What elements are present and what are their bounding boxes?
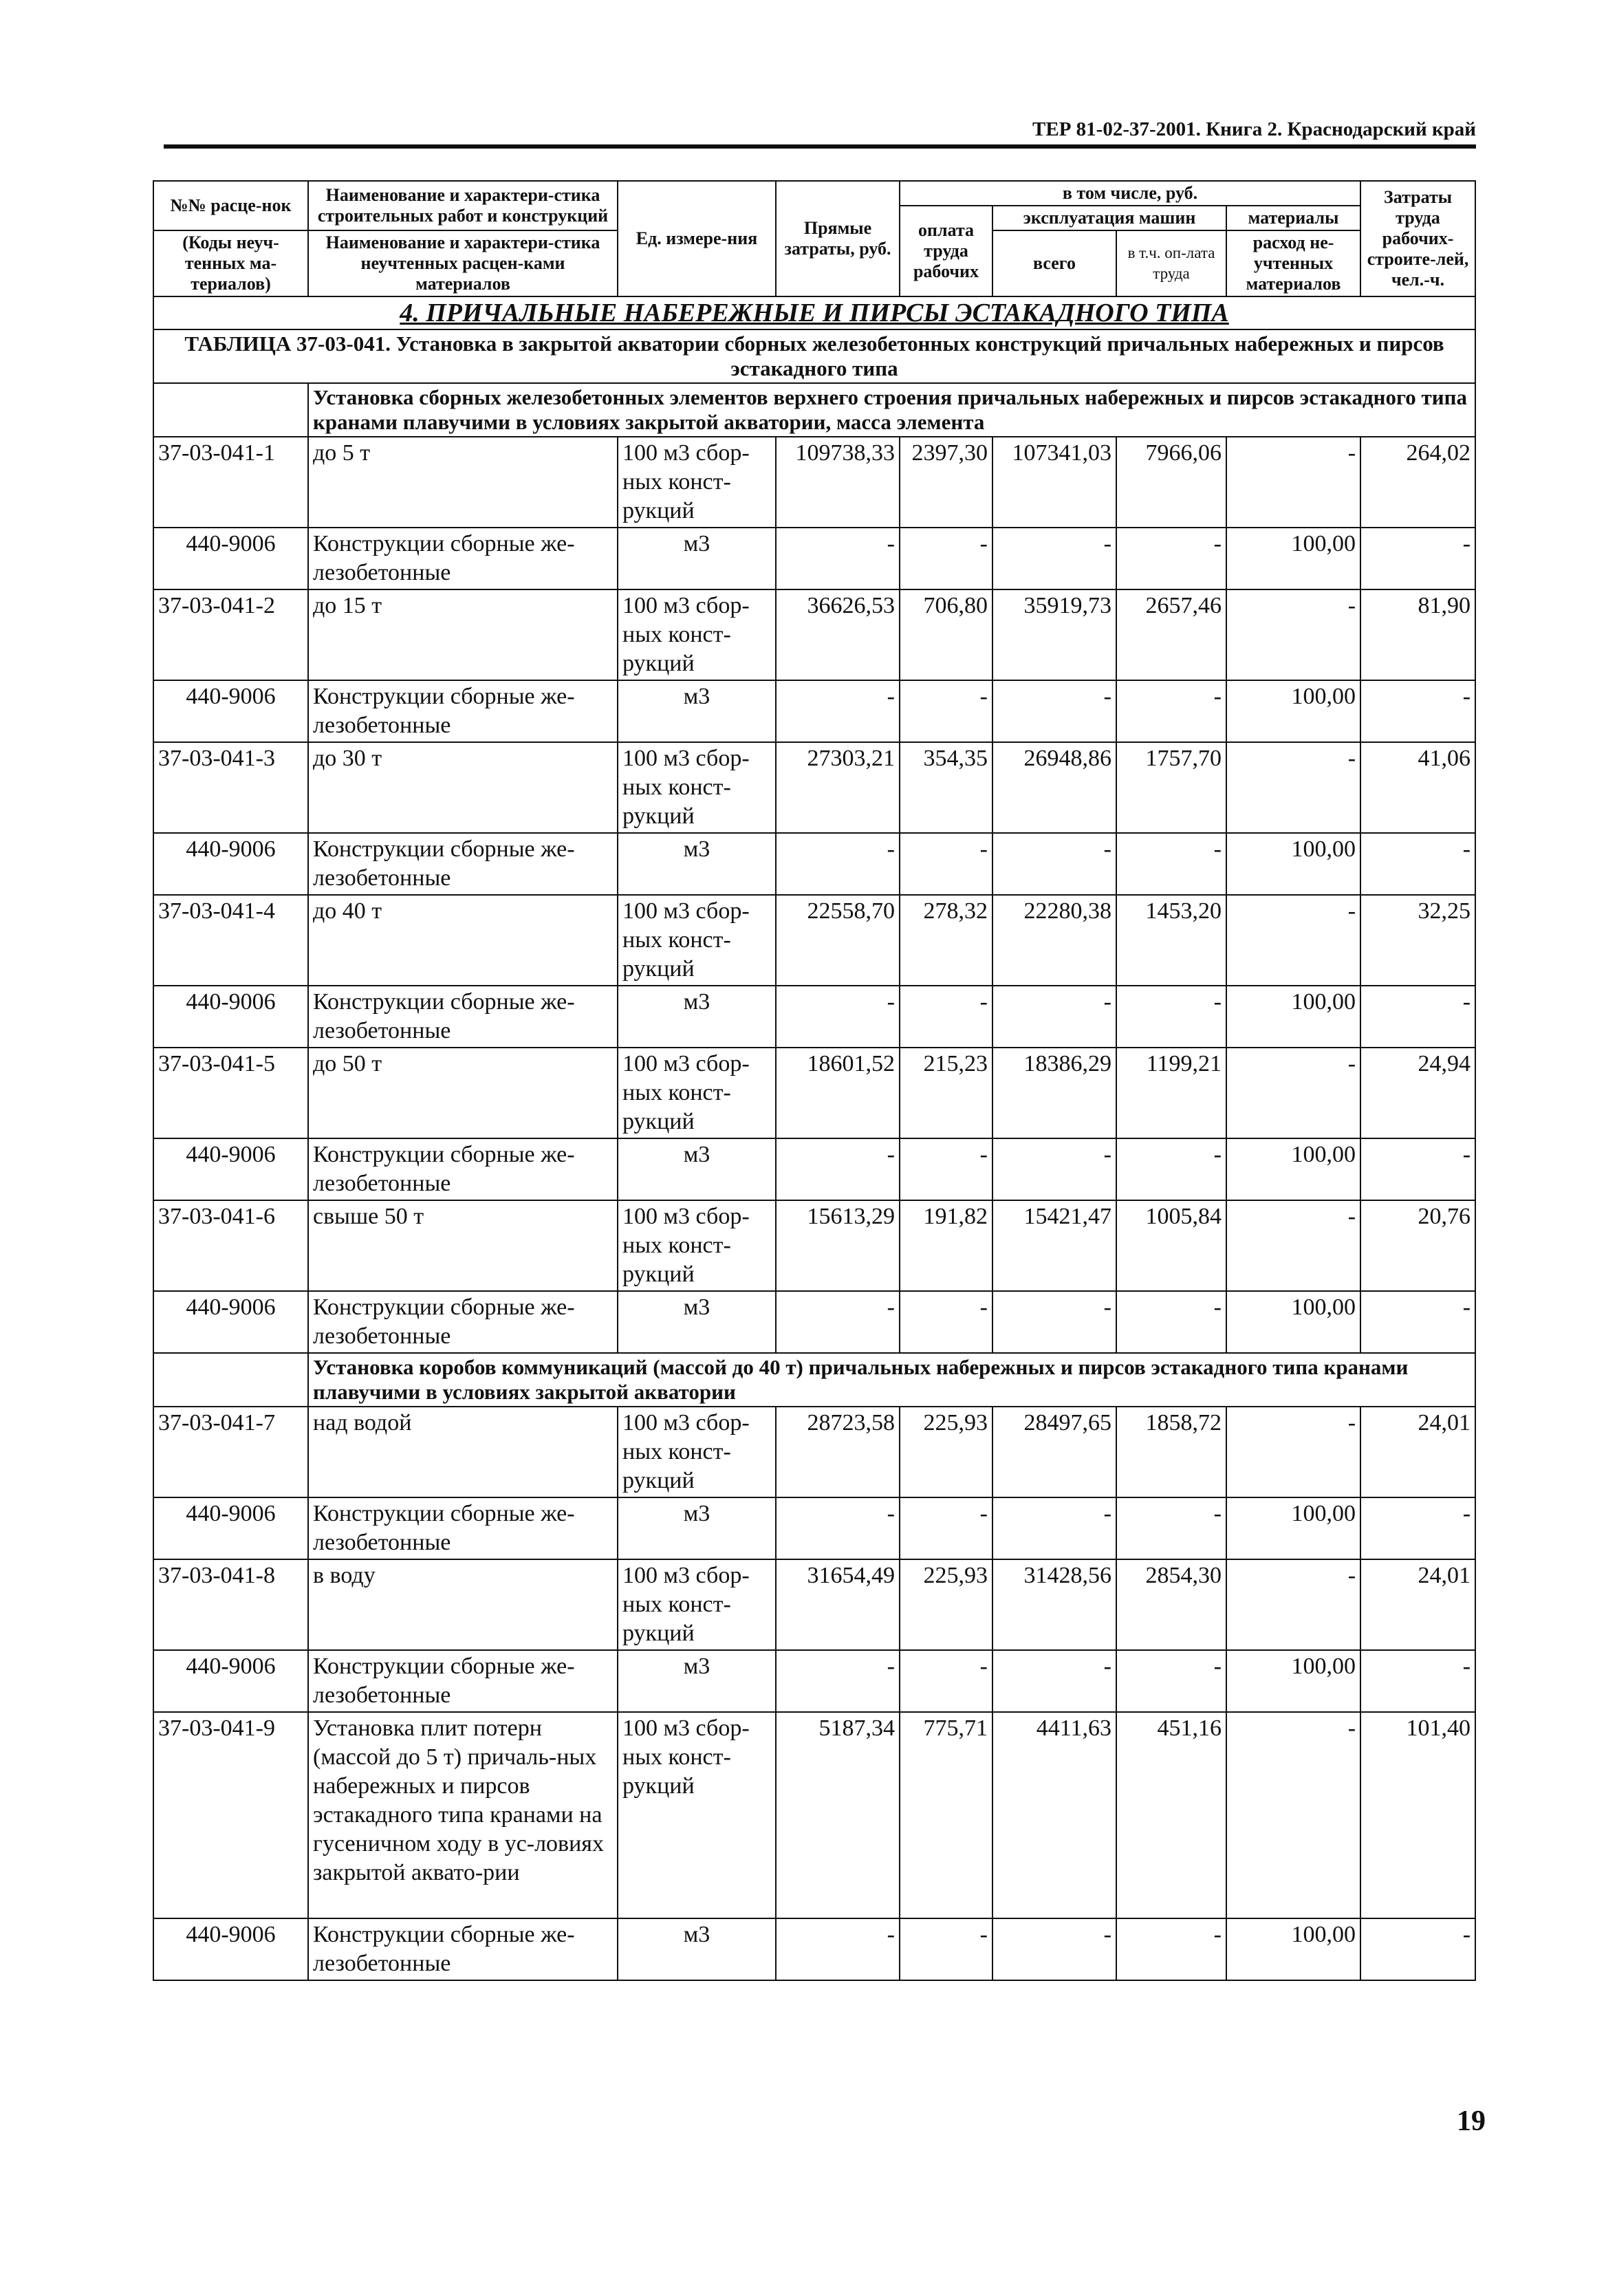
material-wage: - [900, 1918, 992, 1980]
material-unit: м3 [618, 986, 776, 1048]
material-machines-wage: - [1116, 1497, 1226, 1559]
col-wage: оплата труда рабочих [900, 206, 992, 296]
rate-machines-wage: 2854,30 [1116, 1559, 1226, 1650]
rate-direct: 18601,52 [776, 1048, 900, 1138]
material-unit: м3 [618, 833, 776, 895]
group-title-2: Установка коробов коммуникаций (массой до 40 т) причальных набережных и пирсов эстакадного типа кранами плавучими в условиях закрытой акватории [308, 1353, 1475, 1407]
rate-direct: 27303,21 [776, 742, 900, 833]
material-labor: - [1360, 1138, 1475, 1200]
rate-machines: 4411,63 [992, 1712, 1116, 1918]
material-amount: 100,00 [1226, 1291, 1360, 1353]
material-unit: м3 [618, 1291, 776, 1353]
rate-wage: 2397,30 [900, 437, 992, 528]
rate-row [153, 742, 1475, 833]
material-row [153, 1918, 1475, 1980]
material-machines-wage: - [1116, 1650, 1226, 1712]
material-direct: - [776, 1138, 900, 1200]
rate-unit: 100 м3 сбор-ных конст-рукций [618, 1200, 776, 1291]
rate-labor: 81,90 [1360, 589, 1475, 680]
rate-code: 37-03-041-4 [153, 895, 308, 986]
material-amount: 100,00 [1226, 1918, 1360, 1980]
col-machines: эксплуатация машин [992, 206, 1226, 230]
rate-direct: 15613,29 [776, 1200, 900, 1291]
rate-name: до 5 т [308, 437, 618, 528]
material-row [153, 680, 1475, 742]
rate-labor: 41,06 [1360, 742, 1475, 833]
material-labor: - [1360, 1291, 1475, 1353]
col-code-top: №№ расце-нок [153, 181, 308, 230]
rate-unit: 100 м3 сбор-ных конст-рукций [618, 437, 776, 528]
material-code: 440-9006 [153, 528, 308, 589]
material-labor: - [1360, 528, 1475, 589]
rate-name: Установка плит потерн (массой до 5 т) причаль-ных набережных и пирсов эстакадного типа кранами на гусеничном ходу в ус-ловиях закрытой аквато-рии [308, 1712, 618, 1918]
material-direct: - [776, 1291, 900, 1353]
rate-row [153, 1712, 1475, 1918]
material-name: Конструкции сборные же-лезобетонные [308, 680, 618, 742]
material-machines: - [992, 1650, 1116, 1712]
rate-code: 37-03-041-1 [153, 437, 308, 528]
rate-code: 37-03-041-2 [153, 589, 308, 680]
material-code: 440-9006 [153, 1291, 308, 1353]
material-code: 440-9006 [153, 1650, 308, 1712]
material-direct: - [776, 833, 900, 895]
col-materials-unaccounted: расход не-учтенных материалов [1226, 230, 1360, 296]
material-amount: 100,00 [1226, 1497, 1360, 1559]
table-title: ТАБЛИЦА 37-03-041. Установка в закрытой акватории сборных железобетонных конструкций причальных набережных и пирсов эстакадного типа [153, 329, 1475, 383]
rates-table [153, 180, 1476, 1981]
material-labor: - [1360, 833, 1475, 895]
rate-labor: 32,25 [1360, 895, 1475, 986]
rate-wage: 706,80 [900, 589, 992, 680]
material-name: Конструкции сборные же-лезобетонные [308, 986, 618, 1048]
rate-materials: - [1226, 437, 1360, 528]
material-machines: - [992, 986, 1116, 1048]
rate-machines-wage: 1858,72 [1116, 1407, 1226, 1497]
material-amount: 100,00 [1226, 680, 1360, 742]
rate-direct: 36626,53 [776, 589, 900, 680]
rate-name: до 15 т [308, 589, 618, 680]
rate-materials: - [1226, 1407, 1360, 1497]
rate-unit: 100 м3 сбор-ных конст-рукций [618, 1559, 776, 1650]
rate-materials: - [1226, 1200, 1360, 1291]
rate-name: до 40 т [308, 895, 618, 986]
material-code: 440-9006 [153, 1918, 308, 1980]
material-machines: - [992, 1138, 1116, 1200]
material-unit: м3 [618, 1497, 776, 1559]
rate-code: 37-03-041-8 [153, 1559, 308, 1650]
material-wage: - [900, 680, 992, 742]
rate-name: в воду [308, 1559, 618, 1650]
rate-row [153, 1048, 1475, 1138]
rate-wage: 775,71 [900, 1712, 992, 1918]
material-direct: - [776, 986, 900, 1048]
material-unit: м3 [618, 1918, 776, 1980]
material-amount: 100,00 [1226, 986, 1360, 1048]
material-wage: - [900, 1291, 992, 1353]
rate-machines: 18386,29 [992, 1048, 1116, 1138]
rate-name: до 30 т [308, 742, 618, 833]
rate-wage: 191,82 [900, 1200, 992, 1291]
material-unit: м3 [618, 680, 776, 742]
material-name: Конструкции сборные же-лезобетонные [308, 833, 618, 895]
rate-labor: 24,94 [1360, 1048, 1475, 1138]
rate-materials: - [1226, 1712, 1360, 1918]
rate-machines: 22280,38 [992, 895, 1116, 986]
rate-machines-wage: 7966,06 [1116, 437, 1226, 528]
rate-row [153, 1200, 1475, 1291]
rate-machines-wage: 2657,46 [1116, 589, 1226, 680]
material-machines-wage: - [1116, 680, 1226, 742]
material-labor: - [1360, 1650, 1475, 1712]
rate-machines-wage: 451,16 [1116, 1712, 1226, 1918]
col-direct: Прямые затраты, руб. [776, 181, 900, 296]
rate-machines: 31428,56 [992, 1559, 1116, 1650]
col-code-bottom: (Коды неуч-тенных ма-териалов) [153, 230, 308, 296]
rate-unit: 100 м3 сбор-ных конст-рукций [618, 1712, 776, 1918]
rate-name: над водой [308, 1407, 618, 1497]
material-name: Конструкции сборные же-лезобетонные [308, 528, 618, 589]
rate-unit: 100 м3 сбор-ных конст-рукций [618, 589, 776, 680]
rate-code: 37-03-041-7 [153, 1407, 308, 1497]
material-direct: - [776, 680, 900, 742]
material-machines: - [992, 680, 1116, 742]
rate-wage: 278,32 [900, 895, 992, 986]
material-labor: - [1360, 680, 1475, 742]
material-name: Конструкции сборные же-лезобетонные [308, 1918, 618, 1980]
section-title: 4. ПРИЧАЛЬНЫЕ НАБЕРЕЖНЫЕ И ПИРСЫ ЭСТАКАДНОГО ТИПА [153, 296, 1475, 329]
rate-wage: 354,35 [900, 742, 992, 833]
rate-direct: 109738,33 [776, 437, 900, 528]
col-unit: Ед. измере-ния [618, 181, 776, 296]
material-direct: - [776, 528, 900, 589]
rate-machines-wage: 1005,84 [1116, 1200, 1226, 1291]
rate-materials: - [1226, 1559, 1360, 1650]
rate-row [153, 1407, 1475, 1497]
material-code: 440-9006 [153, 1497, 308, 1559]
rate-materials: - [1226, 589, 1360, 680]
col-labor: Затраты труда рабочих-строите-лей, чел.-ч. [1360, 181, 1475, 296]
material-wage: - [900, 1497, 992, 1559]
rate-row [153, 589, 1475, 680]
material-amount: 100,00 [1226, 528, 1360, 589]
material-machines: - [992, 1918, 1116, 1980]
rate-unit: 100 м3 сбор-ных конст-рукций [618, 1407, 776, 1497]
group-title-1: Установка сборных железобетонных элементов верхнего строения причальных набережных и пирсов эстакадного типа кранами плавучими в условиях закрытой акватории, масса элемента [308, 383, 1475, 437]
material-code: 440-9006 [153, 986, 308, 1048]
rate-code: 37-03-041-3 [153, 742, 308, 833]
material-direct: - [776, 1650, 900, 1712]
material-name: Конструкции сборные же-лезобетонные [308, 1291, 618, 1353]
material-wage: - [900, 528, 992, 589]
page-number: 19 [1457, 2105, 1486, 2137]
material-code: 440-9006 [153, 680, 308, 742]
rate-row [153, 437, 1475, 528]
rate-labor: 20,76 [1360, 1200, 1475, 1291]
material-machines: - [992, 528, 1116, 589]
rate-row [153, 1559, 1475, 1650]
rate-direct: 28723,58 [776, 1407, 900, 1497]
col-name-top: Наименование и характери-стика строительных работ и конструкций [308, 181, 618, 230]
material-wage: - [900, 986, 992, 1048]
rate-machines: 28497,65 [992, 1407, 1116, 1497]
material-machines: - [992, 1291, 1116, 1353]
material-amount: 100,00 [1226, 833, 1360, 895]
material-name: Конструкции сборные же-лезобетонные [308, 1650, 618, 1712]
rate-code: 37-03-041-6 [153, 1200, 308, 1291]
col-machines-wage: в т.ч. оп-лата труда [1116, 230, 1226, 296]
material-machines-wage: - [1116, 1918, 1226, 1980]
table-body [153, 296, 1475, 1980]
rate-materials: - [1226, 1048, 1360, 1138]
rate-materials: - [1226, 742, 1360, 833]
rate-machines: 15421,47 [992, 1200, 1116, 1291]
material-labor: - [1360, 1497, 1475, 1559]
rate-labor: 101,40 [1360, 1712, 1475, 1918]
rate-machines-wage: 1757,70 [1116, 742, 1226, 833]
rate-machines-wage: 1453,20 [1116, 895, 1226, 986]
material-unit: м3 [618, 1650, 776, 1712]
group-spacer [153, 1353, 308, 1407]
rate-wage: 225,93 [900, 1559, 992, 1650]
rate-code: 37-03-041-9 [153, 1712, 308, 1918]
material-row [153, 1138, 1475, 1200]
material-row [153, 1291, 1475, 1353]
rate-direct: 31654,49 [776, 1559, 900, 1650]
material-code: 440-9006 [153, 833, 308, 895]
rate-machines-wage: 1199,21 [1116, 1048, 1226, 1138]
material-wage: - [900, 833, 992, 895]
rate-unit: 100 м3 сбор-ных конст-рукций [618, 742, 776, 833]
rate-name: свыше 50 т [308, 1200, 618, 1291]
material-direct: - [776, 1918, 900, 1980]
rate-machines: 26948,86 [992, 742, 1116, 833]
material-row [153, 1497, 1475, 1559]
material-amount: 100,00 [1226, 1138, 1360, 1200]
material-row [153, 833, 1475, 895]
material-machines-wage: - [1116, 986, 1226, 1048]
material-code: 440-9006 [153, 1138, 308, 1200]
rate-unit: 100 м3 сбор-ных конст-рукций [618, 1048, 776, 1138]
rate-direct: 22558,70 [776, 895, 900, 986]
rate-wage: 215,23 [900, 1048, 992, 1138]
running-header: ТЕР 81-02-37-2001. Книга 2. Краснодарский край [1032, 118, 1476, 140]
rate-labor: 264,02 [1360, 437, 1475, 528]
rate-unit: 100 м3 сбор-ных конст-рукций [618, 895, 776, 986]
material-machines: - [992, 833, 1116, 895]
material-wage: - [900, 1650, 992, 1712]
material-wage: - [900, 1138, 992, 1200]
material-name: Конструкции сборные же-лезобетонные [308, 1497, 618, 1559]
material-row [153, 986, 1475, 1048]
material-row [153, 1650, 1475, 1712]
rate-machines: 35919,73 [992, 589, 1116, 680]
material-labor: - [1360, 986, 1475, 1048]
rate-machines: 107341,03 [992, 437, 1116, 528]
material-name: Конструкции сборные же-лезобетонные [308, 1138, 618, 1200]
material-unit: м3 [618, 1138, 776, 1200]
material-machines-wage: - [1116, 833, 1226, 895]
group-spacer [153, 383, 308, 437]
rate-labor: 24,01 [1360, 1407, 1475, 1497]
material-machines: - [992, 1497, 1116, 1559]
rate-code: 37-03-041-5 [153, 1048, 308, 1138]
material-machines-wage: - [1116, 1291, 1226, 1353]
rate-materials: - [1226, 895, 1360, 986]
rate-row [153, 895, 1475, 986]
rate-labor: 24,01 [1360, 1559, 1475, 1650]
col-name-bottom: Наименование и характери-стика неучтенных расцен-ками материалов [308, 230, 618, 296]
material-row [153, 528, 1475, 589]
material-unit: м3 [618, 528, 776, 589]
table-header [153, 181, 1475, 296]
material-direct: - [776, 1497, 900, 1559]
material-labor: - [1360, 1918, 1475, 1980]
rate-wage: 225,93 [900, 1407, 992, 1497]
material-machines-wage: - [1116, 1138, 1226, 1200]
col-materials: материалы [1226, 206, 1360, 230]
rate-direct: 5187,34 [776, 1712, 900, 1918]
header-rule [164, 144, 1476, 149]
material-machines-wage: - [1116, 528, 1226, 589]
material-amount: 100,00 [1226, 1650, 1360, 1712]
col-machines-total: всего [992, 230, 1116, 296]
col-incl: в том числе, руб. [900, 181, 1360, 206]
rate-name: до 50 т [308, 1048, 618, 1138]
